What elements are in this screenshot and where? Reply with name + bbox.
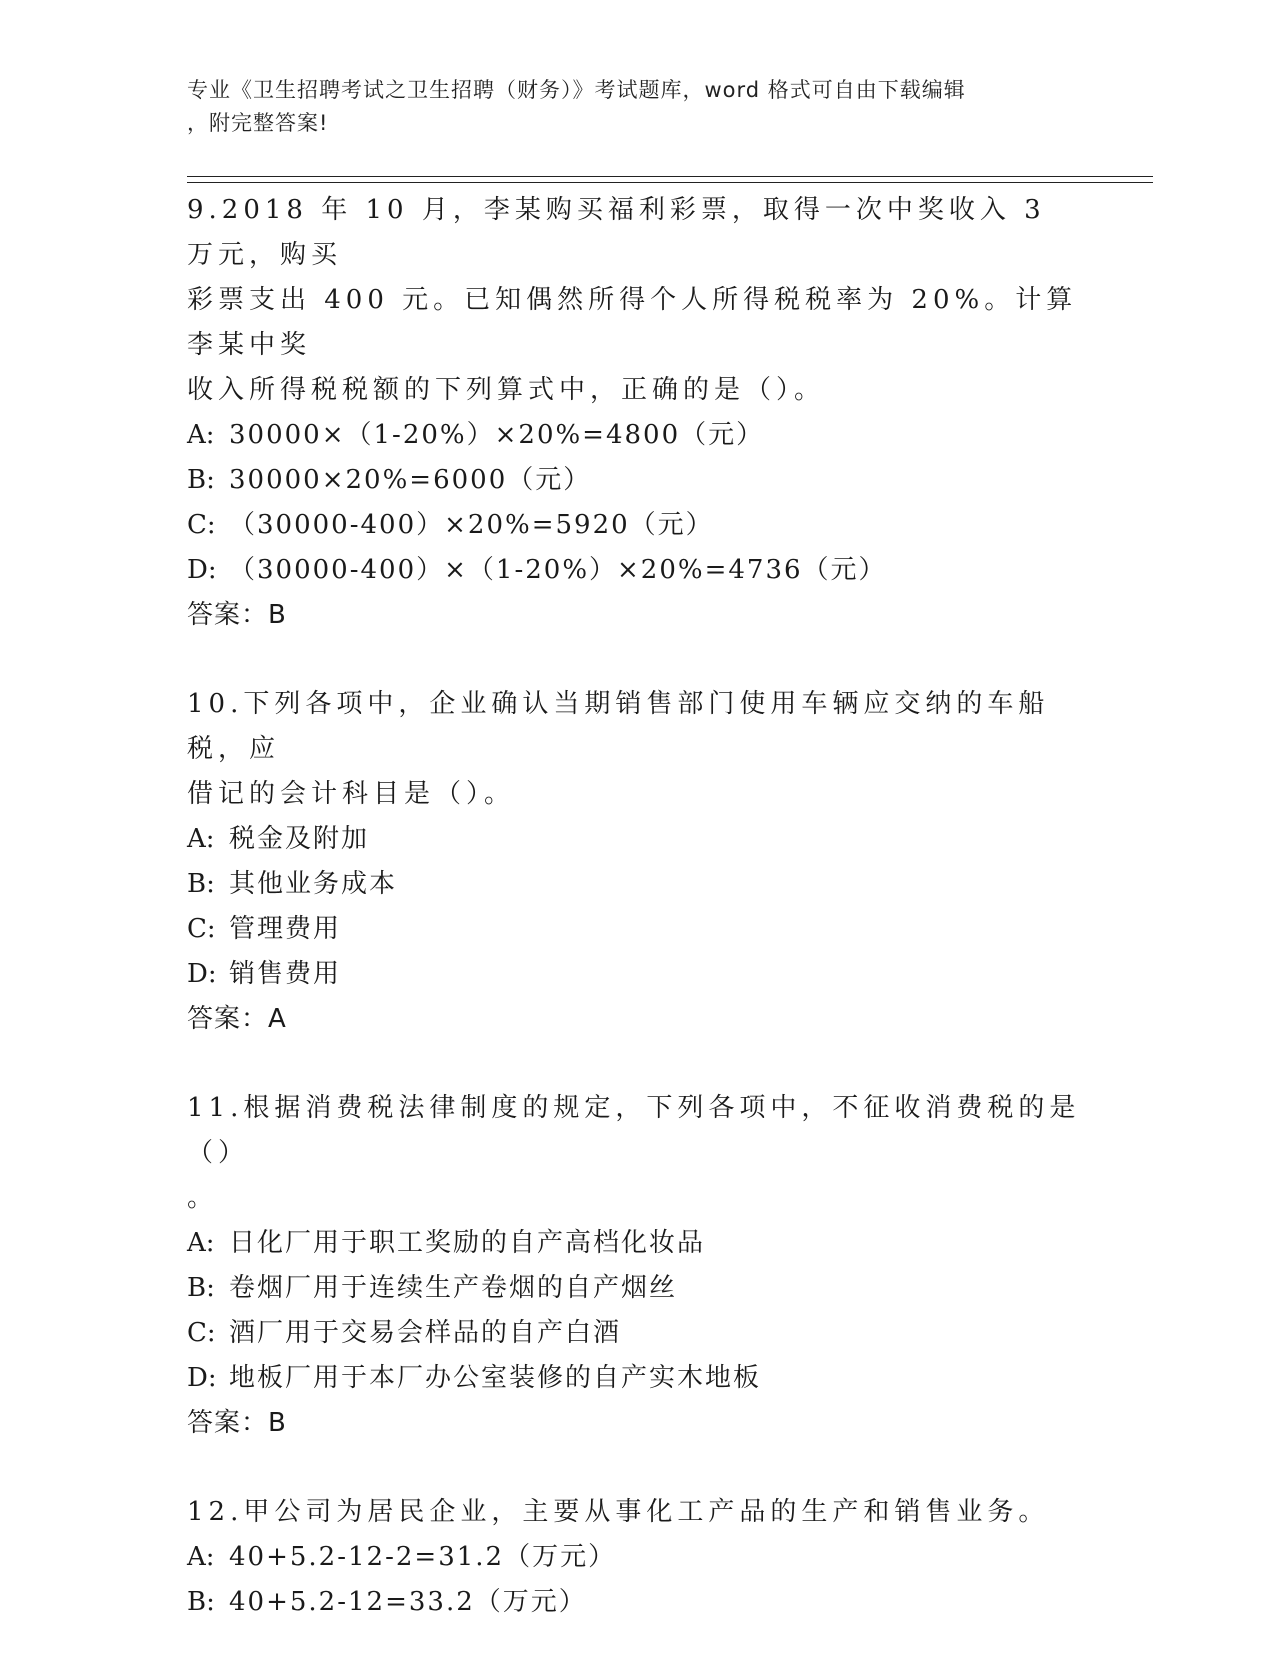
answer-line: 答案：B bbox=[187, 600, 287, 630]
option-d bbox=[187, 952, 1087, 997]
header-line-1: 专业《卫生招聘考试之卫生招聘（财务）》考试题库，word 格式可自由下载编辑 bbox=[187, 78, 966, 102]
question-10 bbox=[187, 682, 1087, 1042]
option-text: 其他业务成本 bbox=[229, 869, 398, 899]
header-line-2: ，附完整答案! bbox=[187, 111, 329, 135]
option-text: 地板厂用于本厂办公室装修的自产实木地板 bbox=[229, 1363, 762, 1393]
option-letter: C: bbox=[187, 510, 216, 540]
answer-line: 答案：B bbox=[187, 1408, 287, 1438]
question-12 bbox=[187, 1490, 1087, 1625]
option-letter: A: bbox=[187, 1228, 215, 1258]
answer-line: 答案：A bbox=[187, 1004, 287, 1034]
option-c bbox=[187, 907, 1087, 952]
question-stem-line: 11.根据消费税法律制度的规定，下列各项中，不征收消费税的是（） bbox=[187, 1093, 1081, 1168]
option-text: 酒厂用于交易会样品的自产白酒 bbox=[229, 1318, 622, 1348]
option-text: 30000×（1-20%）×20%=4800（元） bbox=[229, 420, 765, 450]
option-letter: A: bbox=[187, 824, 215, 854]
question-list bbox=[187, 188, 1087, 1669]
option-text: 管理费用 bbox=[229, 914, 342, 944]
option-letter: D: bbox=[187, 1363, 217, 1393]
option-text: 日化厂用于职工奖励的自产高档化妆品 bbox=[229, 1228, 706, 1258]
option-letter: D: bbox=[187, 959, 217, 989]
question-11 bbox=[187, 1086, 1087, 1446]
option-letter: C: bbox=[187, 914, 216, 944]
question-stem-line: 彩票支出 400 元。已知偶然所得个人所得税税率为 20%。计算李某中奖 bbox=[187, 285, 1078, 360]
header-divider-bottom bbox=[187, 182, 1153, 183]
document-header bbox=[187, 74, 1067, 140]
option-b bbox=[187, 1266, 1087, 1311]
option-a bbox=[187, 817, 1087, 862]
option-letter: A: bbox=[187, 420, 215, 450]
option-b bbox=[187, 458, 1087, 503]
option-b bbox=[187, 1580, 1087, 1625]
option-a bbox=[187, 413, 1087, 458]
question-9 bbox=[187, 188, 1087, 638]
option-d bbox=[187, 548, 1087, 593]
option-text: 40+5.2-12=33.2（万元） bbox=[229, 1587, 587, 1617]
option-text: 销售费用 bbox=[229, 959, 342, 989]
option-letter: A: bbox=[187, 1542, 215, 1572]
option-letter: B: bbox=[187, 1587, 215, 1617]
header-divider-top bbox=[187, 176, 1153, 177]
option-a bbox=[187, 1535, 1087, 1580]
option-text: 40+5.2-12-2=31.2（万元） bbox=[229, 1542, 617, 1572]
option-d bbox=[187, 1356, 1087, 1401]
question-stem-line: 10.下列各项中，企业确认当期销售部门使用车辆应交纳的车船税，应 bbox=[187, 689, 1050, 764]
option-text: （30000-400）×20%=5920（元） bbox=[229, 510, 714, 540]
option-text: （30000-400）×（1-20%）×20%=4736（元） bbox=[229, 555, 887, 585]
question-stem-line: 借记的会计科目是（）。 bbox=[187, 779, 516, 809]
question-stem-line: 收入所得税税额的下列算式中，正确的是（）。 bbox=[187, 375, 826, 405]
option-letter: C: bbox=[187, 1318, 216, 1348]
option-text: 税金及附加 bbox=[229, 824, 370, 854]
option-text: 30000×20%=6000（元） bbox=[229, 465, 592, 495]
option-letter: B: bbox=[187, 465, 215, 495]
option-c bbox=[187, 503, 1087, 548]
option-text: 卷烟厂用于连续生产卷烟的自产烟丝 bbox=[229, 1273, 678, 1303]
option-letter: B: bbox=[187, 869, 215, 899]
option-letter: B: bbox=[187, 1273, 215, 1303]
option-a bbox=[187, 1221, 1087, 1266]
question-stem-line: 9.2018 年 10 月，李某购买福利彩票，取得一次中奖收入 3 万元，购买 bbox=[187, 195, 1046, 270]
option-letter: D: bbox=[187, 555, 217, 585]
option-b bbox=[187, 862, 1087, 907]
option-c bbox=[187, 1311, 1087, 1356]
question-stem-line: 。 bbox=[187, 1183, 219, 1213]
question-stem-line: 12.甲公司为居民企业，主要从事化工产品的生产和销售业务。 bbox=[187, 1497, 1050, 1527]
